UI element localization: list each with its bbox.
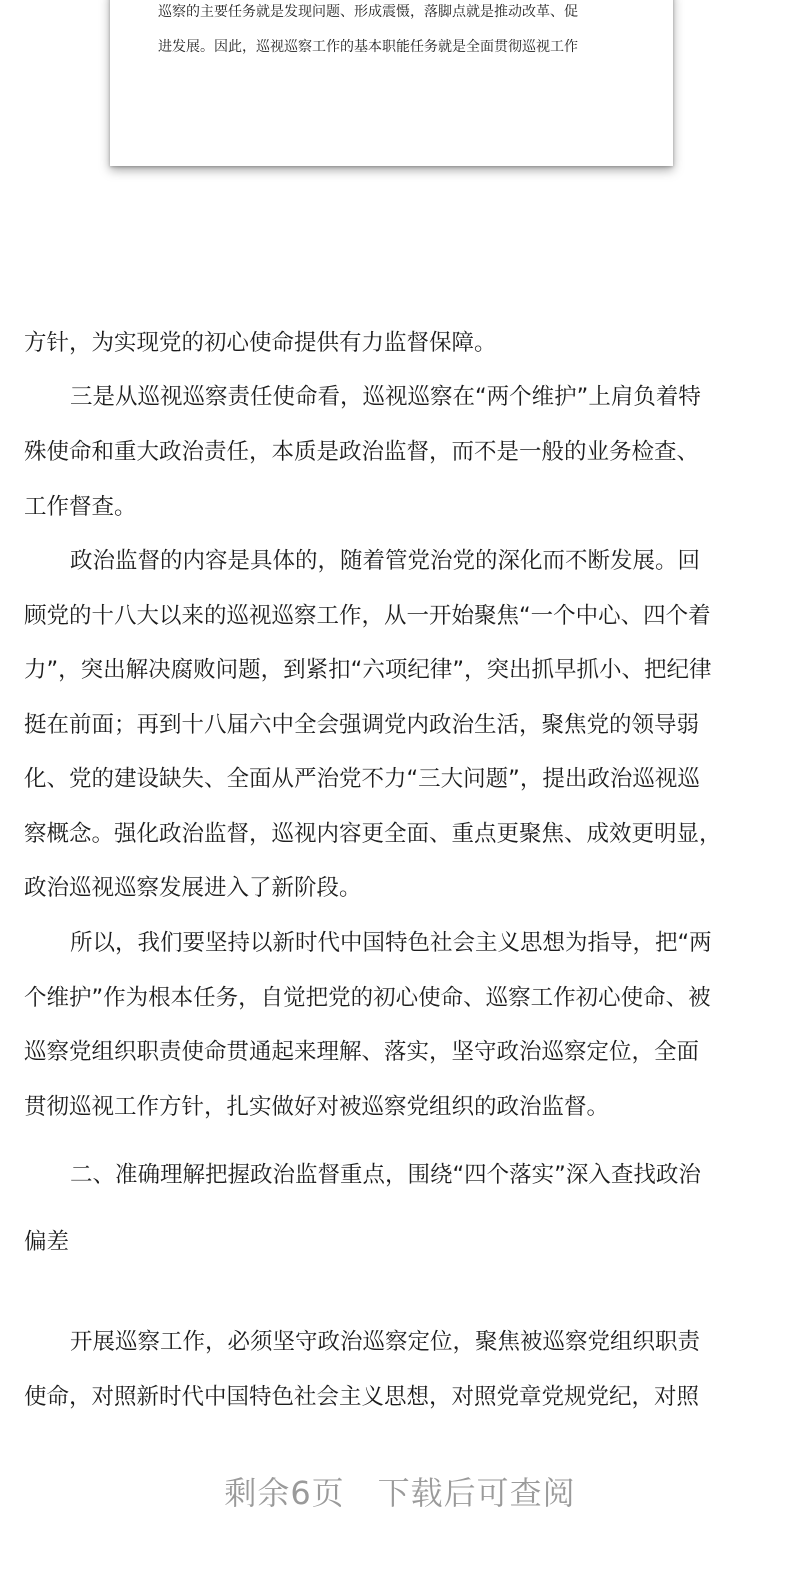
- paragraph-line: 贯彻巡视工作方针，扎实做好对被巡察党组织的政治监督。: [24, 1094, 610, 1120]
- preview-line: 进发展。因此，巡视巡察工作的基本职能任务就是全面贯彻巡视工作: [158, 39, 578, 55]
- paragraph-line: 方针，为实现党的初心使命提供有力监督保障。: [24, 330, 497, 356]
- paragraph-line: 开展巡察工作，必须坚守政治巡察定位，聚焦被巡察党组织职责: [70, 1329, 701, 1355]
- paragraph-line: 挺在前面；再到十八届六中全会强调党内政治生活，聚焦党的领导弱: [24, 712, 700, 738]
- paragraph-line: 殊使命和重大政治责任，本质是政治监督，而不是一般的业务检查、: [24, 439, 700, 465]
- section-heading-line: 偏差: [24, 1229, 70, 1255]
- paragraph-line: 力”，突出解决腐败问题，到紧扣“六项纪律”，突出抓早抓小、把纪律: [24, 657, 712, 683]
- paragraph-line: 顾党的十八大以来的巡视巡察工作，从一开始聚焦“一个中心、四个着: [24, 603, 711, 629]
- preview-page-card: [110, 0, 673, 166]
- paragraph-line: 政治巡视巡察发展进入了新阶段。: [24, 875, 362, 901]
- preview-line: 巡察的主要任务就是发现问题、形成震慑，落脚点就是推动改革、促: [158, 4, 578, 20]
- paragraph-line: 巡察党组织职责使命贯通起来理解、落实，坚守政治巡察定位，全面: [24, 1039, 700, 1065]
- section-heading-line: 二、准确理解把握政治监督重点，围绕“四个落实”深入查找政治: [70, 1162, 701, 1188]
- paragraph-line: 察概念。强化政治监督，巡视内容更全面、重点更聚焦、成效更明显，: [24, 821, 722, 847]
- paragraph-line: 使命，对照新时代中国特色社会主义思想，对照党章党规党纪，对照: [24, 1384, 700, 1410]
- remaining-pages-notice[interactable]: 剩余6页 下载后可查阅: [224, 1474, 576, 1512]
- paragraph-line: 政治监督的内容是具体的，随着管党治党的深化而不断发展。回: [70, 548, 701, 574]
- paragraph-line: 化、党的建设缺失、全面从严治党不力“三大问题”，提出政治巡视巡: [24, 766, 700, 792]
- paragraph-line: 工作督查。: [24, 494, 137, 520]
- paragraph-line: 三是从巡视巡察责任使命看，巡视巡察在“两个维护”上肩负着特: [70, 384, 701, 410]
- paragraph-line: 所以，我们要坚持以新时代中国特色社会主义思想为指导，把“两: [70, 930, 712, 956]
- paragraph-line: 个维护”作为根本任务，自觉把党的初心使命、巡察工作初心使命、被: [24, 985, 711, 1011]
